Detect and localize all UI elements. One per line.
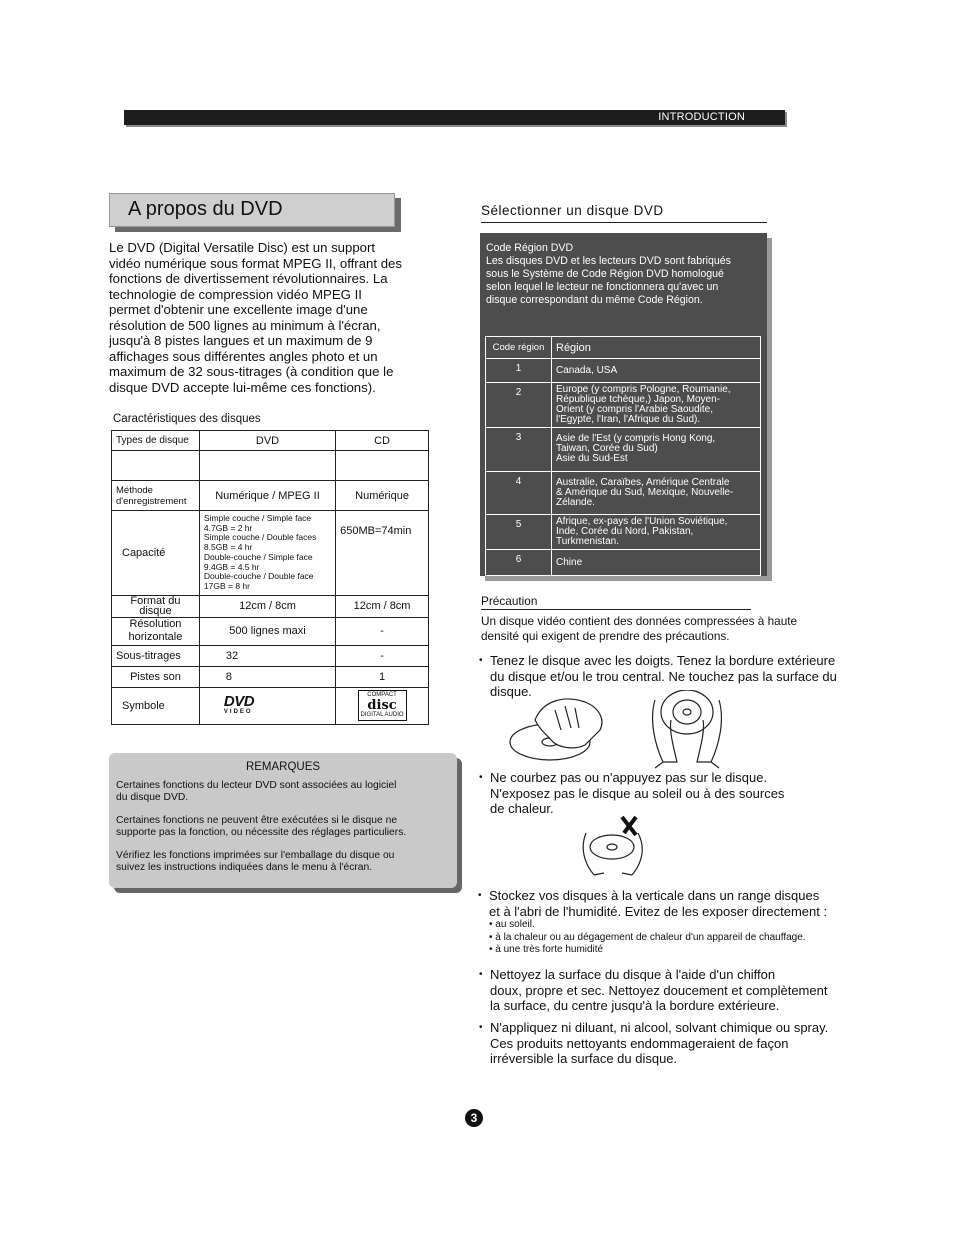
- divider: [481, 609, 751, 610]
- table-row: [112, 451, 429, 481]
- table-row: [486, 428, 761, 472]
- region-code-box: [480, 233, 767, 576]
- region-code: 3: [486, 428, 552, 472]
- bullet-icon: •: [479, 969, 483, 980]
- header-cell: DVD: [199, 431, 335, 451]
- divider: [481, 222, 767, 223]
- header-cell: Code région: [486, 337, 552, 359]
- cd-logo-cell: [336, 687, 429, 724]
- remarks-title: REMARQUES: [245, 761, 321, 773]
- hand-holding-disc-illustration: [505, 690, 765, 770]
- cell: 12cm / 8cm: [336, 595, 429, 617]
- table-row: [486, 359, 761, 383]
- region-name: Canada, USA: [552, 359, 761, 383]
- region-name: Chine: [552, 550, 761, 576]
- dvd-logo-cell: [199, 687, 335, 724]
- sub-item: • au soleil.: [489, 919, 535, 930]
- precaution-intro: Un disque vidéo contient des données compressées à haute densité qui exigent de prendre des précautions.: [481, 614, 798, 643]
- cell: Numérique / MPEG II: [199, 481, 335, 511]
- row-label: Format du disque: [112, 595, 200, 617]
- row-label: Symbole: [112, 687, 200, 724]
- sub-item: • à une très forte humidité: [489, 944, 604, 955]
- cell: Numérique: [336, 481, 429, 511]
- disc-characteristics-table: [111, 430, 429, 725]
- header-bar: [124, 110, 785, 125]
- intro-line: maximum de 32 sous-titrages (à condition que le: [109, 364, 394, 379]
- table-row: [112, 481, 429, 511]
- remarks-body: [116, 780, 456, 885]
- compact-disc-logo: COMPACT disc DIGITAL AUDIO: [358, 690, 407, 721]
- region-name: Europe (y compris Pologne, Roumanie, République tchèque,) Japon, Moyen- Orient (y compris l'Arabie Saoudite, l'Egypte, l'Iran, l'Afrique du Sud).: [552, 383, 761, 428]
- cell: 1: [336, 666, 429, 687]
- region-description: Code Région DVD Les disques DVD et les lecteurs DVD sont fabriqués sous le Système de Code Région DVD homologué selon lequel le lecteur ne fonctionnera qu'avec un disque correspondant du même Code Région.: [486, 242, 731, 306]
- table-row: [112, 431, 429, 451]
- table-title: Caractéristiques des disques: [113, 413, 261, 425]
- cross-icon: [622, 817, 636, 835]
- disc-icon: [661, 690, 713, 734]
- intro-line: fonctions de divertissement révolutionnaires. La: [109, 271, 388, 286]
- region-code: 6: [486, 550, 552, 576]
- cell: -: [336, 617, 429, 645]
- header-cell: Région: [552, 337, 761, 359]
- cell: 500 lignes maxi: [199, 617, 335, 645]
- select-disc-title: Sélectionner un disque DVD: [481, 203, 664, 218]
- region-code: 4: [486, 472, 552, 515]
- table-row: [112, 511, 429, 596]
- bending-disc-illustration: [576, 813, 652, 879]
- row-label: Méthode d'enregistrement: [112, 481, 200, 511]
- cell: 32: [199, 645, 335, 666]
- remark-paragraph: Certaines fonctions ne peuvent être exécutées si le disque ne supporte pas la fonction, ou nécessite des réglages particuliers.: [116, 815, 407, 838]
- page-number: 3: [465, 1109, 483, 1127]
- row-label: Capacité: [112, 511, 200, 596]
- intro-line: affichages sous différentes angles photo et un: [109, 348, 378, 364]
- precaution-title: Précaution: [481, 594, 538, 608]
- cell: 650MB=74min: [336, 511, 429, 596]
- row-label: Sous-titrages: [112, 645, 200, 666]
- remarks-box: [109, 753, 457, 888]
- row-label: Pistes son: [112, 666, 200, 687]
- region-code: 2: [486, 383, 552, 428]
- cell: 8: [199, 666, 335, 687]
- table-row: [486, 383, 761, 428]
- storage-sub-list: [489, 919, 889, 957]
- header-cell: CD: [336, 431, 429, 451]
- table-row: [112, 595, 429, 617]
- bullet-icon: •: [479, 772, 483, 783]
- table-row: [112, 617, 429, 645]
- region-code: 1: [486, 359, 552, 383]
- row-label: Résolution horizontale: [112, 617, 200, 645]
- capacity-dvd-cell: Simple couche / Simple face 4.7GB = 2 hr Simple couche / Double faces 8.5GB = 4 hr Double-couche / Simple face 9.4GB = 4.5 hr Double-couche / Double face 17GB = 8 hr: [199, 511, 335, 596]
- table-row: [112, 666, 429, 687]
- title-box: [109, 193, 395, 227]
- region-code: 5: [486, 515, 552, 550]
- table-row: [112, 645, 429, 666]
- intro-line: permet d'obtenir une excellente image d'une: [109, 302, 368, 317]
- intro-line: disque DVD accepte lui-même ces fonctions).: [109, 379, 376, 395]
- section-label: INTRODUCTION: [658, 111, 745, 123]
- cell: -: [336, 645, 429, 666]
- bullet-clean-disc: • Nettoyez la surface du disque à l'aide d'un chiffon doux, propre et sec. Nettoyez doucement et complètement la surface, du centre jusqu'à la bordure extérieure.: [479, 967, 828, 1013]
- table-row: [486, 472, 761, 515]
- region-name: Afrique, ex-pays de l'Union Soviétique, Inde, Corée du Nord, Pakistan, Turkmenistan.: [552, 515, 761, 550]
- table-row: [486, 337, 761, 359]
- cell: 12cm / 8cm: [199, 595, 335, 617]
- intro-line: Le DVD (Digital Versatile Disc) est un support: [109, 240, 376, 255]
- intro-line: jusqu'à 8 pistes langues et un maximum de 9: [109, 333, 373, 348]
- table-row: [112, 687, 429, 724]
- bullet-store-discs: • Stockez vos disques à la verticale dans un range disques et à l'abri de l'humidité. Evitez de les exposer directement :: [478, 888, 828, 919]
- intro-line: technologie de compression vidéo MPEG II: [109, 286, 362, 302]
- region-name: Australie, Caraïbes, Amérique Centrale & Amérique du Sud, Mexique, Nouvelle- Zélande.: [552, 472, 761, 515]
- intro-line: résolution de 500 lignes au minimum à l'écran,: [109, 317, 381, 333]
- intro-paragraph: [109, 240, 444, 395]
- remark-paragraph: Vérifiez les fonctions imprimées sur l'emballage du disque ou suivez les instructions indiquées dans le menu à l'écran.: [116, 850, 395, 873]
- bullet-icon: •: [478, 890, 482, 901]
- header-cell: Types de disque: [112, 431, 200, 451]
- sub-item: • à la chaleur ou au dégagement de chaleur d'un appareil de chauffage.: [489, 931, 806, 943]
- page-title: A propos du DVD: [128, 198, 283, 220]
- bullet-hold-disc: • Tenez le disque avec les doigts. Tenez la bordure extérieure du disque et/ou le trou central. Ne touchez pas la surface du disque.: [479, 653, 837, 699]
- remark-paragraph: Certaines fonctions du lecteur DVD sont associées au logiciel du disque DVD.: [116, 780, 397, 803]
- intro-line: vidéo numérique sous format MPEG II, offrant des: [109, 255, 402, 271]
- region-name: Asie de l'Est (y compris Hong Kong, Taiwan, Corée du Sud) Asie du Sud-Est: [552, 428, 761, 472]
- table-row: [486, 550, 761, 576]
- disc-icon: [590, 835, 634, 859]
- bullet-icon: •: [479, 1022, 483, 1033]
- bullet-do-not-bend: • Ne courbez pas ou n'appuyez pas sur le disque. N'exposez pas le disque au soleil ou à des sources de chaleur.: [479, 770, 785, 816]
- table-row: [486, 515, 761, 550]
- bullet-icon: •: [479, 655, 483, 666]
- region-table: [485, 336, 761, 576]
- bullet-no-solvents: • N'appliquez ni diluant, ni alcool, solvant chimique ou spray. Ces produits nettoyants endommageraient de façon irréversible la surface du disque.: [479, 1020, 829, 1066]
- dvd-video-logo: DVD VIDEO: [223, 693, 255, 716]
